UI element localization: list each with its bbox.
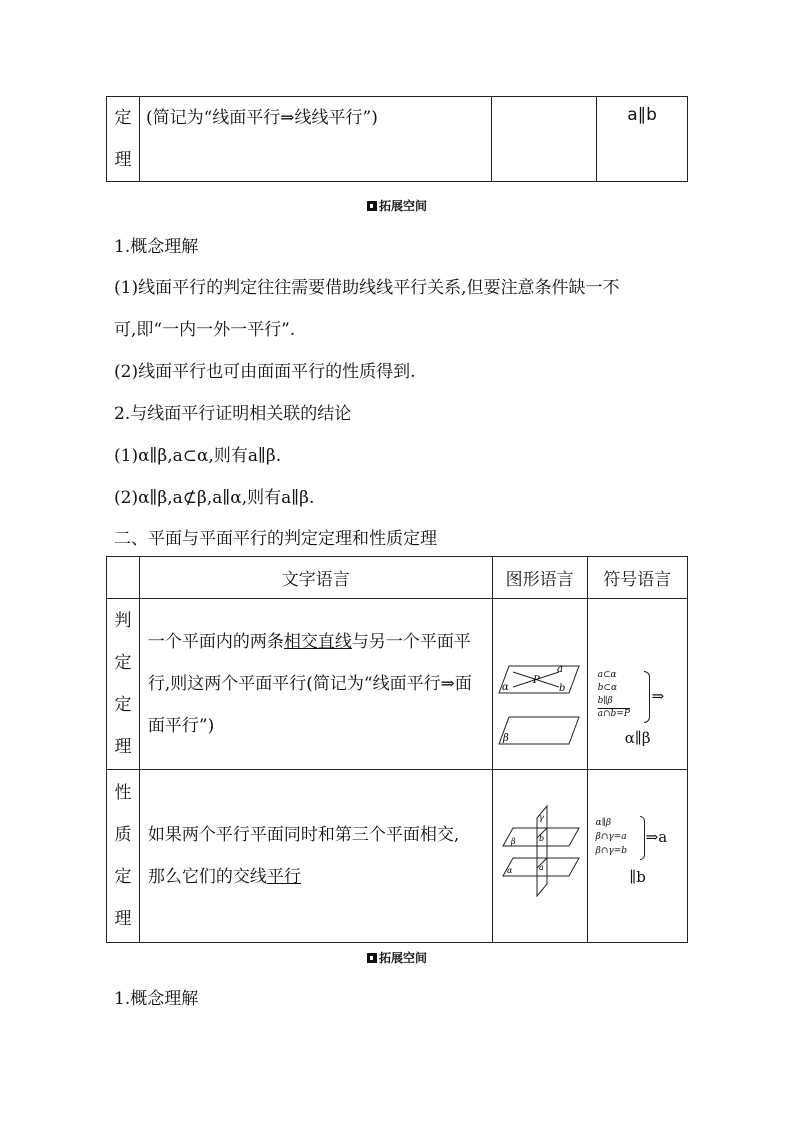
label-char: 定 — [114, 695, 132, 715]
extension-banner — [0, 197, 794, 214]
symbol-text: a∥b — [627, 105, 657, 125]
conclusion-heading: 2.与线面平行证明相关联的结论 — [114, 404, 352, 424]
symbol-result: ∥b — [629, 868, 646, 886]
text-part: 那么它们的交线 — [147, 867, 267, 887]
table-row — [107, 599, 688, 770]
abbreviation-text: (简记为“线面平行⇒线线平行”) — [145, 108, 378, 128]
judgement-text-cell — [139, 599, 492, 770]
figure-label: α — [501, 682, 509, 693]
symbol-line: b⊂α — [597, 683, 618, 693]
conclusion-item: (2)α∥β,a⊄β,a∥α,则有a∥β. — [114, 488, 315, 508]
symbol-line: α∥β — [595, 818, 612, 828]
conclusion-item: (1)α∥β,a⊂α,则有a∥β. — [114, 446, 282, 466]
property-label-cell — [107, 770, 140, 943]
figure-label: β — [502, 733, 509, 744]
figure-label: α — [506, 866, 513, 875]
header-blank-cell — [107, 557, 140, 599]
symbol-block — [588, 772, 687, 940]
symbol-line: a∩b=P — [597, 709, 630, 719]
table-row — [107, 770, 688, 943]
concept-heading: 1.概念理解 — [114, 989, 199, 1009]
paragraph-line: (1)线面平行的判定往往需要借助线线平行关系,但要注意条件缺一不 — [114, 278, 620, 298]
text-part: 一个平面内的两条 — [147, 632, 284, 652]
implies-arrow: ⇒ — [651, 687, 665, 705]
banner-label: 拓展空间 — [378, 199, 427, 213]
figure-label: a — [556, 664, 563, 675]
header-cell: 符号语言 — [587, 557, 687, 599]
paragraph-line: (2)线面平行也可由面面平行的性质得到. — [114, 362, 416, 382]
symbol-language-cell — [597, 97, 688, 182]
figure-label: P — [532, 675, 540, 686]
property-text-cell — [139, 770, 492, 943]
symbol-result: α∥β — [624, 729, 651, 747]
label-char: 性 — [114, 783, 132, 803]
judgement-text — [140, 621, 492, 747]
brace — [644, 671, 650, 723]
text-language-cell — [139, 97, 491, 182]
plane-parallel-table — [106, 556, 688, 943]
label-char: 判 — [114, 611, 132, 631]
underlined-term: 相交直线 — [283, 632, 352, 652]
label-char: 理 — [114, 150, 132, 170]
label-char: 定 — [114, 867, 132, 887]
symbol-line: β∩γ=a — [595, 832, 627, 842]
table-header-row — [107, 557, 688, 599]
figure-language-cell — [492, 97, 597, 182]
judgement-symbol-cell — [587, 599, 687, 770]
parallel-planes-figure — [493, 599, 587, 765]
property-text-line — [140, 856, 492, 898]
text-part: 与另一个平面平行,则这两个平面平行(简记为“线面平行⇒面面平行”) — [147, 632, 472, 736]
banner-label: 拓展空间 — [378, 951, 427, 965]
figure-label: γ — [538, 813, 544, 822]
symbol-line: a⊂α — [597, 670, 617, 680]
brace — [640, 816, 645, 860]
property-symbol-cell — [587, 770, 687, 943]
figure-label: b — [538, 834, 544, 843]
underlined-term: 平行 — [266, 867, 301, 887]
header-cell: 图形语言 — [492, 557, 587, 599]
extension-banner — [0, 949, 794, 966]
property-text-line: 如果两个平行平面同时和第三个平面相交, — [147, 825, 460, 845]
figure-label: β — [510, 837, 516, 846]
theorem-label-cell — [107, 97, 140, 182]
property-figure-cell — [492, 770, 587, 943]
figure-label: b — [558, 683, 566, 694]
label-char: 定 — [114, 653, 132, 673]
implies-arrow: ⇒a — [645, 828, 668, 846]
concept-heading: 1.概念理解 — [114, 237, 199, 257]
speaker-icon — [367, 201, 377, 211]
judgement-figure-cell — [492, 599, 587, 770]
label-char: 理 — [114, 909, 132, 929]
intersecting-planes-figure — [493, 770, 587, 938]
label-char: 定 — [114, 108, 132, 128]
section-title: 二、平面与平面平行的判定定理和性质定理 — [114, 529, 437, 549]
symbol-line: b∥β — [597, 696, 613, 706]
label-char: 质 — [114, 825, 132, 845]
label-char: 理 — [114, 737, 132, 757]
symbol-line: β∩γ=b — [595, 846, 628, 856]
symbol-block — [588, 601, 687, 767]
theorem-table-top — [106, 96, 688, 182]
speaker-icon — [367, 953, 377, 963]
judgement-label-cell — [107, 599, 140, 770]
figure-label: a — [538, 863, 544, 872]
header-cell: 文字语言 — [139, 557, 492, 599]
paragraph-line: 可,即“一内一外一平行”. — [114, 320, 296, 340]
